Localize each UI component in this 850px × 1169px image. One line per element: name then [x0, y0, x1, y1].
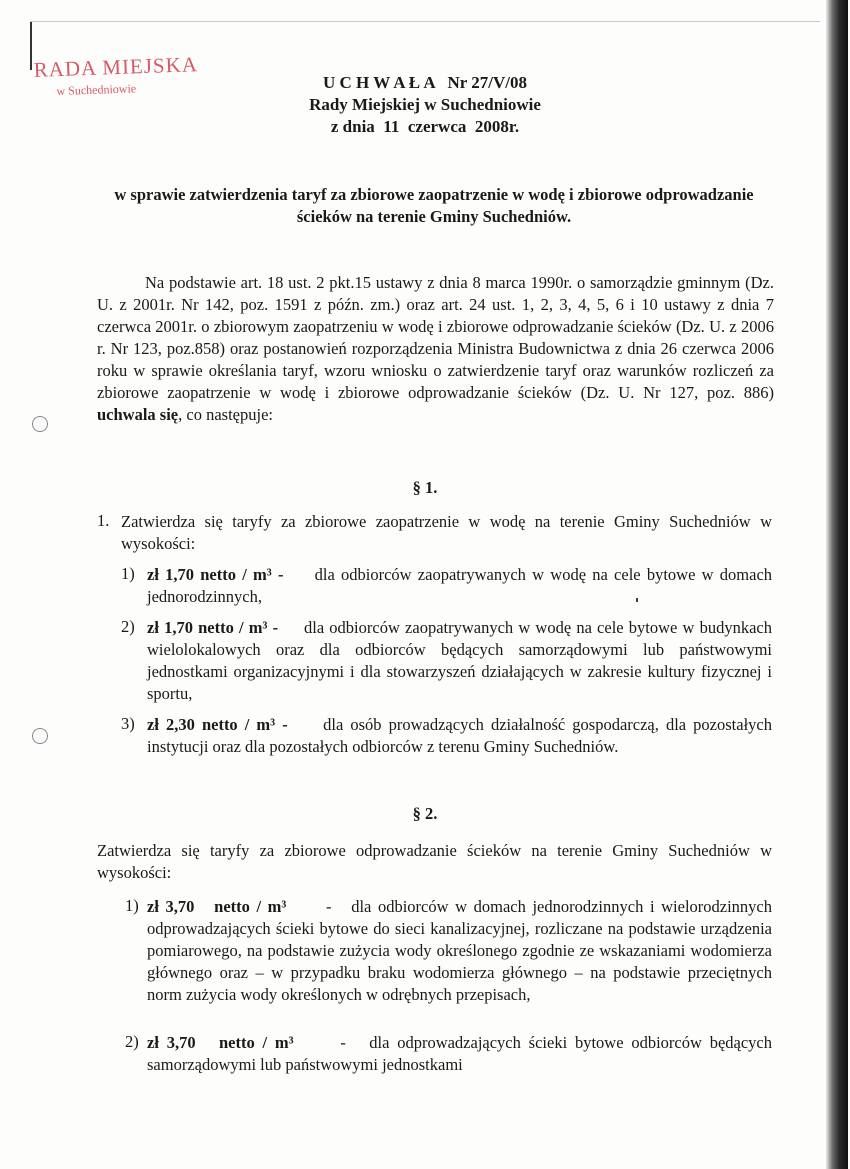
header-title: U C H W A Ł A Nr 27/V/08 [322, 73, 528, 92]
s2-item-text: - dla odbiorców w domach jednorodzinnych i wielorodzinnych odprowadzających ścieki bytowe do sieci kanalizacyjnej, rozliczane na podstawie urządzenia pomiarowego, na podstawie zużycia wody określonego zgodnie ze wskazaniami wodomierza głównego oraz – w przypadku braku wodomierza głównego – na podstawie przeciętnych norm zużycia wody określonych w odrębnych przepisach, [147, 897, 777, 1004]
s1-item-price: zł 1,70 netto / m³ - [147, 618, 279, 637]
s2-item-number: 1) [125, 896, 139, 915]
s1-item-text: dla odbiorców zaopatrywanych w wodę na cele bytowe w budynkach wielolokalowych oraz dla odbiorców będących samorządowymi lub państwowymi jednostkami organizacyjnymi i dla stowarzyszeń działających w zakresie kultury fizycznej i sportu, [147, 618, 773, 703]
s1-item-number: 2) [121, 617, 135, 636]
s1-item-price: zł 1,70 netto / m³ - [147, 565, 284, 584]
s2-item-price: zł 3,70 netto / m³ [147, 1033, 294, 1052]
s1-item [147, 714, 772, 758]
council-stamp [33, 52, 199, 100]
section-2-intro: Zatwierdza się taryfy za zbiorowe odprowadzanie ścieków na terenie Gminy Suchedniów w wysokości: [97, 841, 772, 882]
s2-item [147, 896, 777, 1006]
s2-item-number: 2) [125, 1032, 139, 1051]
section-1-item-number: 1. [97, 511, 110, 530]
section-1-intro: Zatwierdza się taryfy za zbiorowe zaopatrzenie w wodę na terenie Gminy Suchedniów w wysokości: [121, 512, 772, 553]
preamble [97, 272, 774, 426]
s1-item-number: 3) [121, 714, 135, 733]
s1-item-text: dla odbiorców zaopatrywanych w wodę na cele bytowe w domach jednorodzinnych, [147, 565, 773, 606]
s1-item [147, 564, 772, 608]
s2-item [147, 1032, 777, 1076]
stamp-line1: RADA MIEJSKA [33, 52, 199, 82]
scan-right-edge [826, 0, 848, 1169]
scan-top-line [30, 21, 820, 22]
s1-item-text: dla osób prowadzących działalność gospodarczą, dla pozostałych instytucji oraz dla pozostałych odbiorców z terenu Gminy Suchedniów. [147, 715, 772, 756]
preamble-tail: , co następuje: [178, 405, 273, 424]
section-1-title: § 1. [412, 478, 438, 497]
s1-item [147, 617, 772, 705]
header-issuer: Rady Miejskiej w Suchedniowie [309, 95, 541, 114]
s2-item-price: zł 3,70 netto / m³ [147, 897, 287, 916]
stamp-line2: w Suchedniowie [56, 81, 137, 99]
header-date: z dnia 11 czerwca 2008r. [330, 117, 520, 136]
punch-hole-icon [32, 416, 48, 432]
preamble-text: Na podstawie art. 18 ust. 2 pkt.15 ustawy z dnia 8 marca 1990r. o samorządzie gminnym (Dz. U. z 2001r. Nr 142, poz. 1591 z późn. zm.) oraz art. 24 ust. 1, 2, 3, 4, 5, 6 i 10 ustawy z dnia 7 czerwca 2001r. o zbiorowym zaopatrzeniu w wodę i zbiorowe odprowadzanie ścieków (Dz. U. z 2006 r. Nr 123, poz.858) oraz postanowień rozporządzenia Ministra Budownictwa z dnia 26 czerwca 2006 roku w sprawie określania taryf, wzoru wniosku o zatwierdzenie taryf oraz warunków rozliczeń za zbiorowe zaopatrzenie w wodę i zbiorowe odprowadzanie ścieków (Dz. U. Nr 127, poz. 886) [97, 273, 774, 402]
preamble-bold: uchwala się [97, 405, 179, 424]
s2-item-text: - dla odprowadzających ścieki bytowe odbiorców będących samorządowymi lub państwowymi jednostkami [147, 1033, 777, 1074]
s1-item-number: 1) [121, 564, 135, 583]
punch-hole-icon [32, 728, 48, 744]
section-2-title: § 2. [412, 804, 438, 823]
s1-item-price: zł 2,30 netto / m³ - [147, 715, 288, 734]
resolution-header [235, 72, 615, 138]
resolution-subject: w sprawie zatwierdzenia taryf za zbiorowe zaopatrzenie w wodę i zbiorowe odprowadzanie ścieków na terenie Gminy Suchedniów. [114, 185, 754, 226]
scan-left-mark [30, 22, 32, 70]
